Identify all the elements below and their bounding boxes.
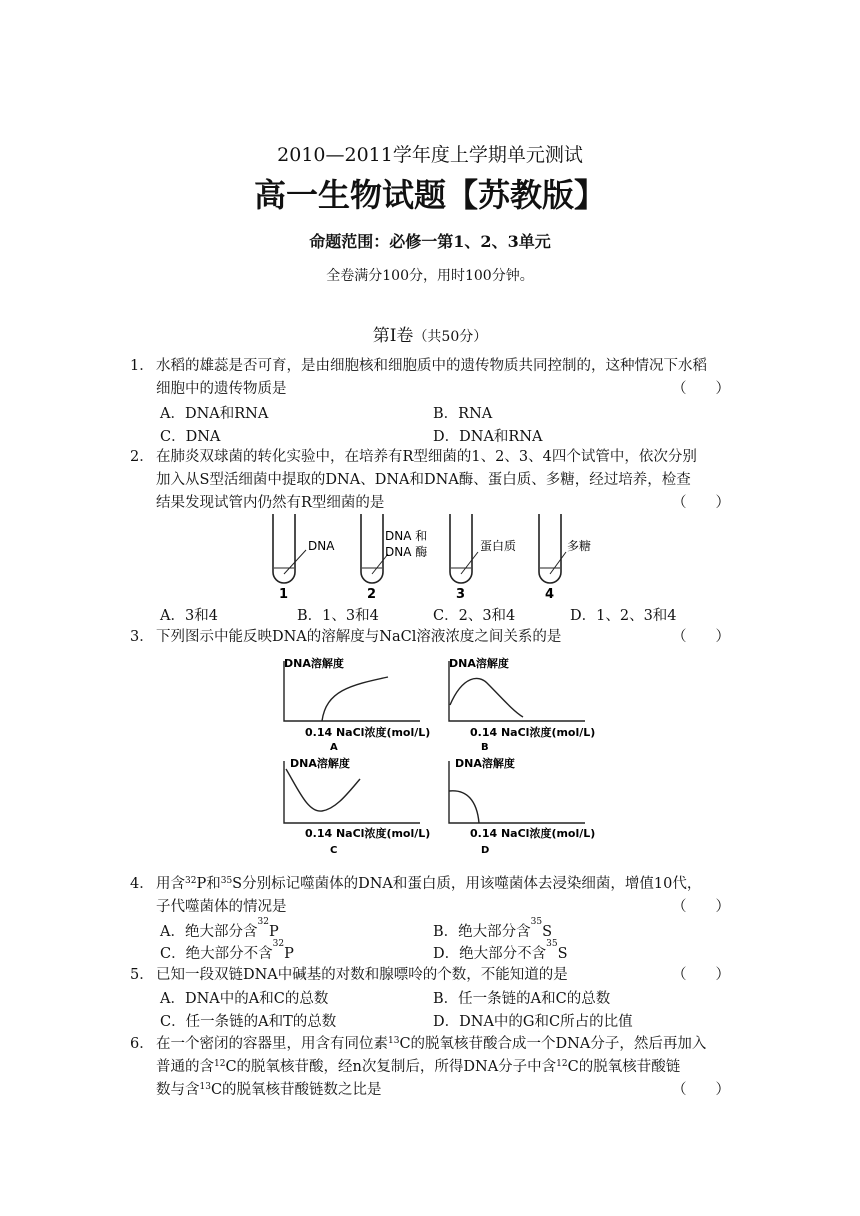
test-tube-2 — [361, 514, 383, 583]
question-text: 子代噬菌体的情况是 （ ） — [156, 896, 730, 919]
exam-scope: 命题范围：必修一第1、2、3单元 — [309, 232, 551, 251]
graph-xlabel: 0.14 NaCl浓度(mol/L) — [305, 726, 430, 739]
graph-letter: D — [481, 845, 490, 855]
answer-bracket: （ ） — [672, 381, 730, 397]
graph-ylabel: DNA溶解度 — [290, 757, 350, 770]
graph-letter: B — [481, 742, 489, 753]
tube-number: 4 — [545, 587, 555, 600]
graph-ylabel: DNA溶解度 — [449, 657, 509, 670]
question-number: 1． — [130, 358, 154, 374]
exam-title: 高一生物试题【苏教版】 — [253, 176, 606, 214]
tube-number: 3 — [456, 587, 466, 600]
question-text: 已知一段双链DNA中碱基的对数和腺嘌呤的个数，不能知道的是 （ ） — [156, 964, 730, 987]
graph-ylabel: DNA溶解度 — [284, 657, 344, 670]
graph-b — [435, 655, 595, 755]
question-text: 结果发现试管内仍然有R型细菌的是 （ ） — [156, 492, 730, 515]
graph-letter: A — [330, 742, 338, 753]
graph-xlabel: 0.14 NaCl浓度(mol/L) — [470, 827, 595, 840]
graph-c — [270, 755, 430, 855]
tube-number: 1 — [279, 587, 289, 600]
graph-curve — [450, 678, 523, 717]
exam-note: 全卷满分100分，用时100分钟。 — [326, 268, 534, 284]
graph-d — [435, 755, 595, 855]
option-d: D．1、2、3和4 — [570, 608, 677, 624]
option-c: C．2、3和4 — [433, 608, 516, 624]
option-d: D．绝大部分不含$^{35}$S — [433, 939, 568, 962]
graph-curve — [286, 769, 360, 811]
option-c: C．绝大部分不含$^{32}$P — [160, 939, 294, 962]
option-b: B．任一条链的A和C的总数 — [433, 991, 611, 1007]
option-c: C．DNA — [160, 429, 221, 445]
option-b: B．1、3和4 — [297, 608, 379, 624]
graph-curve — [449, 791, 479, 823]
section-heading — [0, 321, 860, 346]
question-text: 数与含$^{13}$C的脱氧核苷酸链数之比是 （ ） — [156, 1079, 730, 1102]
question-text: 水稻的雄蕊是否可育，是由细胞核和细胞质中的遗传物质共同控制的，这种情况下水稻 — [156, 358, 707, 374]
graph-xlabel: 0.14 NaCl浓度(mol/L) — [305, 827, 430, 840]
answer-bracket: （ ） — [672, 495, 730, 511]
answer-bracket: （ ） — [672, 967, 730, 983]
question-6 — [130, 1033, 730, 1102]
question-4 — [130, 873, 730, 919]
answer-bracket: （ ） — [672, 629, 730, 645]
option-a: A．DNA中的A和C的总数 — [160, 991, 329, 1007]
option-a: A．DNA和RNA — [160, 406, 269, 422]
graph-letter: C — [330, 845, 338, 855]
tube-label: DNA 酶 — [385, 545, 428, 559]
option-b: B．绝大部分含$^{35}$S — [433, 917, 553, 940]
option-a: A．绝大部分含$^{32}$P — [160, 917, 279, 940]
question-text: 加入从S型活细菌中提取的DNA、DNA和DNA酶、蛋白质、多糖，经过培养，检查 — [156, 472, 691, 488]
option-d: D．DNA和RNA — [433, 429, 543, 445]
question-number: 6． — [130, 1036, 154, 1052]
question-3 — [130, 626, 730, 649]
tube-number: 2 — [367, 587, 377, 600]
question-text: 细胞中的遗传物质是 （ ） — [156, 378, 730, 401]
option-c: C．任一条链的A和T的总数 — [160, 1014, 337, 1030]
section-sub: （共50分） — [413, 329, 488, 345]
option-b: B．RNA — [433, 406, 493, 422]
graph-axes — [284, 661, 420, 721]
graph-curve — [322, 677, 388, 721]
test-tubes-figure — [260, 510, 600, 600]
graph-xlabel: 0.14 NaCl浓度(mol/L) — [470, 726, 595, 739]
question-text: 普通的含$^{12}$C的脱氧核苷酸，经n次复制后，所得DNA分子中含$^{12}$C的脱氧核苷酸链 — [156, 1059, 681, 1075]
test-tube-4 — [539, 514, 561, 583]
answer-bracket: （ ） — [672, 899, 730, 915]
tube-label: 多糖 — [567, 539, 592, 553]
option-a: A．3和4 — [160, 608, 218, 624]
question-1 — [130, 355, 730, 401]
tube-label: DNA — [308, 539, 335, 553]
question-number: 2． — [130, 449, 154, 465]
question-number: 3． — [130, 629, 154, 645]
question-number: 5． — [130, 967, 154, 983]
question-number: 4． — [130, 876, 154, 892]
graph-axes — [284, 761, 420, 823]
test-tube-3 — [450, 514, 472, 583]
tube-label: DNA 和 — [385, 529, 428, 543]
question-text: 在肺炎双球菌的转化实验中，在培养有R型细菌的1、2、3、4四个试管中，依次分别 — [156, 449, 697, 465]
option-d: D．DNA中的G和C所占的比值 — [433, 1014, 633, 1030]
question-text: 用含$^{32}$P和$^{35}$S分别标记噬菌体的DNA和蛋白质，用该噬菌体去浸染细菌，增值10代， — [156, 876, 702, 892]
answer-bracket: （ ） — [672, 1082, 730, 1098]
question-2 — [130, 446, 730, 515]
test-tube-1 — [273, 514, 295, 583]
question-text: 下列图示中能反映DNA的溶解度与NaCl溶液浓度之间关系的是 （ ） — [156, 626, 730, 649]
graph-axes — [449, 761, 585, 823]
section-label: 第Ⅰ卷 — [372, 326, 414, 346]
year-line: 2010—2011学年度上学期单元测试 — [277, 144, 583, 166]
tube-label: 蛋白质 — [480, 539, 517, 553]
graph-ylabel: DNA溶解度 — [455, 757, 515, 770]
question-5 — [130, 964, 730, 987]
graph-a — [270, 655, 430, 755]
question-text: 在一个密闭的容器里，用含有同位素$^{13}$C的脱氧核苷酸合成一个DNA分子，然后再加入 — [156, 1036, 707, 1052]
